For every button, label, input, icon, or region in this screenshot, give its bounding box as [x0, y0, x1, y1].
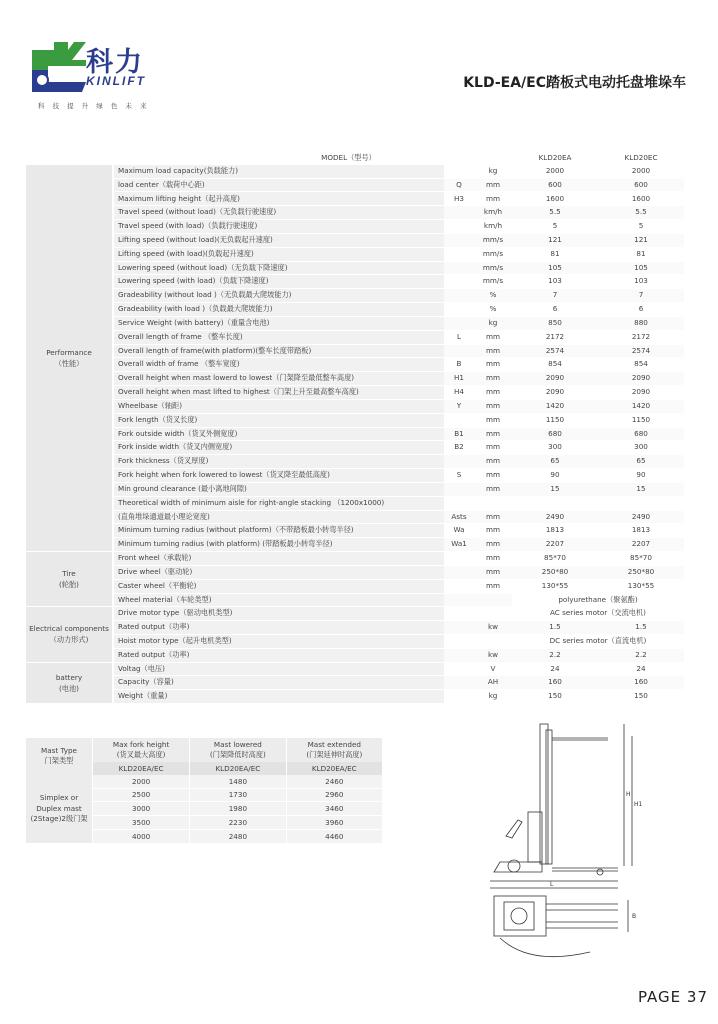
- spec-label: Gradeability (without load )（无负载最大爬坡能力): [113, 289, 444, 303]
- spec-row: [26, 316, 684, 330]
- spec-value-kld20ec: 5: [598, 220, 684, 234]
- spec-unit: [474, 607, 512, 621]
- mast-model: KLD20EA/EC: [93, 762, 190, 775]
- spec-value-kld20ea: 1420: [512, 399, 598, 413]
- mast-header: Max fork height (货叉最大高度): [93, 738, 190, 762]
- spec-value-kld20ec: 1600: [598, 192, 684, 206]
- spec-row: [26, 607, 684, 621]
- stacker-technical-drawing: [470, 716, 670, 966]
- spec-row: [26, 552, 684, 566]
- spec-value-kld20ea: 150: [512, 690, 598, 704]
- spec-symbol: [444, 565, 474, 579]
- spec-row: [26, 165, 684, 178]
- spec-unit: mm: [474, 330, 512, 344]
- spec-label: Hoist motor type（起升电机类型): [113, 634, 444, 648]
- spec-value-kld20ea: 2490: [512, 510, 598, 524]
- spec-symbol: [444, 634, 474, 648]
- spec-header-unit: [474, 152, 512, 165]
- spec-value-kld20ea: 90: [512, 469, 598, 483]
- spec-symbol: [444, 233, 474, 247]
- spec-value-kld20ea: 600: [512, 178, 598, 192]
- spec-value-kld20ea: 7: [512, 289, 598, 303]
- spec-row: [26, 441, 684, 455]
- drawing-label-l: L: [550, 881, 554, 888]
- spec-symbol: [444, 482, 474, 496]
- spec-header-sym: [444, 152, 474, 165]
- spec-row: [26, 413, 684, 427]
- spec-row: [26, 192, 684, 206]
- spec-value-kld20ea: 81: [512, 247, 598, 261]
- spec-symbol: B2: [444, 441, 474, 455]
- spec-symbol: [444, 344, 474, 358]
- spec-value-kld20ec: 2090: [598, 386, 684, 400]
- spec-value-kld20ec: 5.5: [598, 206, 684, 220]
- spec-label: Overall length of frame （整车长度): [113, 330, 444, 344]
- spec-label: Rated output（功率): [113, 621, 444, 635]
- spec-label: Lowering speed (without load)（无负载下降速度): [113, 261, 444, 275]
- spec-value-kld20ec: 130*55: [598, 579, 684, 593]
- spec-symbol: [444, 247, 474, 261]
- spec-symbol: [444, 455, 474, 469]
- spec-symbol: H1: [444, 372, 474, 386]
- spec-label: Minimum turning radius (without platform)（不带踏板最小转弯半径): [113, 524, 444, 538]
- spec-unit: mm: [474, 413, 512, 427]
- mast-category: Simplex or Duplex mast (2Stage)2级门架: [26, 775, 93, 843]
- spec-symbol: [444, 165, 474, 178]
- spec-category: Performance （性能）: [26, 165, 113, 552]
- spec-label: Lowering speed (with load)（负载下降速度): [113, 275, 444, 289]
- spec-row: [26, 469, 684, 483]
- spec-row: [26, 579, 684, 593]
- spec-value-kld20ec: 90: [598, 469, 684, 483]
- spec-symbol: Y: [444, 399, 474, 413]
- mast-value: 3960: [286, 816, 382, 830]
- spec-label: Rated output（功率): [113, 648, 444, 662]
- spec-symbol: [444, 621, 474, 635]
- spec-value-kld20ea: 680: [512, 427, 598, 441]
- spec-unit: mm: [474, 565, 512, 579]
- mast-header: Mast extended (门架延伸时高度): [286, 738, 382, 762]
- spec-row: [26, 496, 684, 510]
- spec-value-kld20ec: 15: [598, 482, 684, 496]
- spec-unit: mm: [474, 386, 512, 400]
- spec-value-kld20ea: 130*55: [512, 579, 598, 593]
- logo-brand-cn: 科力: [86, 47, 144, 78]
- mast-value: 4460: [286, 829, 382, 843]
- spec-row: [26, 510, 684, 524]
- spec-symbol: [444, 496, 474, 510]
- spec-unit: %: [474, 289, 512, 303]
- spec-value-kld20ea: 2207: [512, 538, 598, 552]
- spec-value-kld20ec: 105: [598, 261, 684, 275]
- mast-outline: [540, 724, 548, 864]
- spec-header-blank: [26, 152, 113, 165]
- spec-label: Voltag（电压): [113, 662, 444, 676]
- page-number: PAGE 37: [637, 988, 708, 1006]
- mast-value: 1980: [190, 802, 286, 816]
- spec-unit: mm: [474, 455, 512, 469]
- spec-value-kld20ec: 2172: [598, 330, 684, 344]
- spec-value-kld20ea: 15: [512, 482, 598, 496]
- spec-label: Lifting speed (without load)(无负载起升速度): [113, 233, 444, 247]
- spec-value-shared: DC series motor（直流电机): [512, 634, 684, 648]
- mast-value: 3500: [93, 816, 190, 830]
- spec-category: battery (电池): [26, 662, 113, 703]
- spec-value-kld20ec: 1150: [598, 413, 684, 427]
- spec-value-kld20ea: 24: [512, 662, 598, 676]
- spec-value-kld20ea: 1600: [512, 192, 598, 206]
- spec-symbol: [444, 552, 474, 566]
- spec-symbol: [444, 275, 474, 289]
- spec-row: [26, 676, 684, 690]
- spec-unit: mm: [474, 427, 512, 441]
- spec-label: Fork length（货叉长度): [113, 413, 444, 427]
- spec-value-kld20ec: 1.5: [598, 621, 684, 635]
- drawing-label-b: B: [632, 913, 637, 920]
- spec-label: Caster wheel（平衡轮): [113, 579, 444, 593]
- spec-value-kld20ec: 854: [598, 358, 684, 372]
- spec-value-kld20ec: 81: [598, 247, 684, 261]
- spec-unit: mm: [474, 538, 512, 552]
- mast-value: 2500: [93, 788, 190, 802]
- spec-unit: mm/s: [474, 247, 512, 261]
- spec-value-kld20ea: 160: [512, 676, 598, 690]
- spec-row: [26, 621, 684, 635]
- spec-row: [26, 565, 684, 579]
- mast-value: 2000: [93, 775, 190, 788]
- spec-value-kld20ec: [598, 496, 684, 510]
- spec-header-col1: KLD20EA: [538, 153, 572, 163]
- spec-value-kld20ea: 2000: [512, 165, 598, 178]
- spec-value-kld20ea: 854: [512, 358, 598, 372]
- spec-unit: V: [474, 662, 512, 676]
- spec-label: Overall height when mast lifted to highest（门架上升至最高整车高度): [113, 386, 444, 400]
- spec-category: Electrical components （动力形式): [26, 607, 113, 662]
- mast-value: 2480: [190, 829, 286, 843]
- spec-value-kld20ec: 680: [598, 427, 684, 441]
- mast-model: KLD20EA/EC: [286, 762, 382, 775]
- spec-value-kld20ea: 1.5: [512, 621, 598, 635]
- spec-value-shared: polyurethane（聚氨酯): [512, 593, 684, 607]
- spec-value-kld20ec: 1420: [598, 399, 684, 413]
- spec-value-kld20ea: [512, 496, 598, 510]
- spec-unit: [474, 496, 512, 510]
- spec-value-kld20ec: 2000: [598, 165, 684, 178]
- spec-value-kld20ec: 160: [598, 676, 684, 690]
- spec-unit: mm: [474, 524, 512, 538]
- spec-symbol: [444, 206, 474, 220]
- spec-label: Front wheel（承载轮): [113, 552, 444, 566]
- spec-unit: [474, 634, 512, 648]
- spec-unit: mm: [474, 552, 512, 566]
- spec-value-kld20ea: 2.2: [512, 648, 598, 662]
- spec-value-kld20ec: 7: [598, 289, 684, 303]
- spec-label: Drive wheel（驱动轮): [113, 565, 444, 579]
- drawing-label-h1: H1: [634, 801, 643, 808]
- spec-value-kld20ea: 300: [512, 441, 598, 455]
- spec-value-kld20ec: 85*70: [598, 552, 684, 566]
- spec-value-kld20ea: 6: [512, 303, 598, 317]
- spec-value-kld20ec: 2.2: [598, 648, 684, 662]
- spec-header-row: [26, 152, 684, 165]
- spec-value-kld20ea: 121: [512, 233, 598, 247]
- spec-label: Travel speed (with load)（负载行驶速度): [113, 220, 444, 234]
- spec-value-kld20ec: 600: [598, 178, 684, 192]
- spec-label: Minimum turning radius (with platform) (带踏板最小转弯半径): [113, 538, 444, 552]
- spec-symbol: Asts: [444, 510, 474, 524]
- spec-value-kld20ea: 2574: [512, 344, 598, 358]
- spec-unit: mm: [474, 358, 512, 372]
- spec-value-kld20ea: 2090: [512, 372, 598, 386]
- spec-value-kld20ec: 1813: [598, 524, 684, 538]
- mast-value: 1730: [190, 788, 286, 802]
- spec-symbol: [444, 316, 474, 330]
- spec-value-kld20ea: 105: [512, 261, 598, 275]
- spec-header-model: MODEL（型号）: [321, 153, 376, 163]
- spec-label: Lifting speed (with load)(负载起升速度): [113, 247, 444, 261]
- spec-value-kld20ec: 2490: [598, 510, 684, 524]
- spec-value-kld20ec: 150: [598, 690, 684, 704]
- spec-unit: mm: [474, 441, 512, 455]
- spec-symbol: [444, 579, 474, 593]
- spec-unit: [474, 593, 512, 607]
- mast-value: 3000: [93, 802, 190, 816]
- spec-unit: kg: [474, 165, 512, 178]
- spec-row: [26, 330, 684, 344]
- spec-unit: mm: [474, 510, 512, 524]
- spec-label: Service Weight (with battery)（重量含电池): [113, 316, 444, 330]
- spec-row: [26, 482, 684, 496]
- spec-row: [26, 648, 684, 662]
- spec-table: [26, 152, 684, 704]
- spec-row: [26, 593, 684, 607]
- spec-value-kld20ea: 85*70: [512, 552, 598, 566]
- mast-row: [26, 775, 383, 788]
- spec-table-body: [26, 152, 684, 704]
- spec-value-kld20ea: 250*80: [512, 565, 598, 579]
- mast-value: 3460: [286, 802, 382, 816]
- spec-value-kld20ec: 2207: [598, 538, 684, 552]
- spec-value-kld20ea: 5.5: [512, 206, 598, 220]
- spec-value-kld20ec: 103: [598, 275, 684, 289]
- spec-unit: mm: [474, 579, 512, 593]
- spec-symbol: [444, 261, 474, 275]
- spec-unit: kw: [474, 648, 512, 662]
- mast-header-row: [26, 738, 383, 762]
- spec-unit: mm: [474, 469, 512, 483]
- spec-unit: mm: [474, 192, 512, 206]
- spec-label: Overall length of frame(with platform)(整车长度带踏板): [113, 344, 444, 358]
- spec-label: Overall width of frame （整车宽度): [113, 358, 444, 372]
- spec-symbol: L: [444, 330, 474, 344]
- spec-unit: mm: [474, 372, 512, 386]
- spec-row: [26, 358, 684, 372]
- spec-label: Travel speed (without load)（无负载行驶速度): [113, 206, 444, 220]
- mast-value: 2960: [286, 788, 382, 802]
- spec-row: [26, 289, 684, 303]
- spec-value-kld20ec: 121: [598, 233, 684, 247]
- spec-symbol: [444, 220, 474, 234]
- spec-value-kld20ec: 65: [598, 455, 684, 469]
- spec-label: Min ground clearance (最小离地间隙): [113, 482, 444, 496]
- spec-label: Fork inside width（货叉内侧宽度): [113, 441, 444, 455]
- spec-symbol: Wa1: [444, 538, 474, 552]
- spec-symbol: [444, 413, 474, 427]
- spec-row: [26, 275, 684, 289]
- spec-label: Theoretical width of minimum aisle for right-angle stacking （1200x1000): [113, 496, 444, 510]
- spec-row: [26, 303, 684, 317]
- spec-unit: mm/s: [474, 261, 512, 275]
- spec-label: Wheel material（车轮类型): [113, 593, 444, 607]
- spec-unit: mm: [474, 178, 512, 192]
- spec-label: Fork outside width（货叉外侧宽度): [113, 427, 444, 441]
- spec-row: [26, 399, 684, 413]
- spec-unit: kg: [474, 316, 512, 330]
- spec-value-kld20ea: 103: [512, 275, 598, 289]
- spec-value-kld20ec: 6: [598, 303, 684, 317]
- mast-header: Mast lowered (门架降低时高度): [190, 738, 286, 762]
- spec-unit: mm/s: [474, 275, 512, 289]
- spec-row: [26, 634, 684, 648]
- mast-value: 4000: [93, 829, 190, 843]
- logo-tagline: 科 技 提 升 绿 色 未 来: [38, 102, 150, 110]
- spec-symbol: [444, 607, 474, 621]
- spec-row: [26, 662, 684, 676]
- spec-row: [26, 247, 684, 261]
- spec-symbol: B1: [444, 427, 474, 441]
- logo-brand-en: KINLIFT: [86, 74, 146, 88]
- spec-row: [26, 178, 684, 192]
- spec-row: [26, 524, 684, 538]
- spec-row: [26, 220, 684, 234]
- mast-table: [26, 738, 383, 844]
- spec-value-kld20ec: 2090: [598, 372, 684, 386]
- spec-unit: AH: [474, 676, 512, 690]
- spec-symbol: Q: [444, 178, 474, 192]
- spec-value-kld20ec: 250*80: [598, 565, 684, 579]
- spec-unit: mm: [474, 399, 512, 413]
- spec-unit: kw: [474, 621, 512, 635]
- spec-value-kld20ec: 300: [598, 441, 684, 455]
- spec-unit: mm/s: [474, 233, 512, 247]
- spec-value-shared: AC series motor（交流电机): [512, 607, 684, 621]
- spec-symbol: [444, 662, 474, 676]
- spec-unit: km/h: [474, 220, 512, 234]
- spec-symbol: [444, 303, 474, 317]
- spec-symbol: Wa: [444, 524, 474, 538]
- spec-row: [26, 538, 684, 552]
- spec-symbol: [444, 676, 474, 690]
- spec-label: load center（载荷中心距): [113, 178, 444, 192]
- spec-symbol: B: [444, 358, 474, 372]
- spec-header-col2: KLD20EC: [624, 153, 658, 163]
- spec-label: Weight（重量): [113, 690, 444, 704]
- drawing-label-h: H: [626, 791, 631, 798]
- document-title: KLD-EA/EC踏板式电动托盘堆垛车: [463, 75, 686, 91]
- spec-symbol: [444, 690, 474, 704]
- spec-label: Overall height when mast lowerd to lowest（门架降至最低整车高度): [113, 372, 444, 386]
- spec-row: [26, 690, 684, 704]
- spec-row: [26, 206, 684, 220]
- spec-label: Maximum lifting height（起升高度): [113, 192, 444, 206]
- spec-label: Wheelbase（轴距): [113, 399, 444, 413]
- mast-type-label: Mast Type 门架类型: [26, 738, 93, 775]
- spec-row: [26, 427, 684, 441]
- spec-unit: mm: [474, 344, 512, 358]
- mast-table-body: [26, 738, 383, 843]
- spec-value-kld20ec: 2574: [598, 344, 684, 358]
- mast-model: KLD20EA/EC: [190, 762, 286, 775]
- spec-value-kld20ea: 850: [512, 316, 598, 330]
- spec-unit: mm: [474, 482, 512, 496]
- spec-row: [26, 386, 684, 400]
- spec-unit: km/h: [474, 206, 512, 220]
- spec-symbol: [444, 648, 474, 662]
- spec-symbol: H4: [444, 386, 474, 400]
- spec-value-kld20ec: 24: [598, 662, 684, 676]
- spec-row: [26, 344, 684, 358]
- spec-row: [26, 233, 684, 247]
- spec-symbol: S: [444, 469, 474, 483]
- spec-symbol: H3: [444, 192, 474, 206]
- spec-row: [26, 455, 684, 469]
- spec-value-kld20ea: 65: [512, 455, 598, 469]
- spec-label: Drive motor type（驱动电机类型): [113, 607, 444, 621]
- mast-value: 2460: [286, 775, 382, 788]
- mast-value: 1480: [190, 775, 286, 788]
- spec-unit: %: [474, 303, 512, 317]
- spec-category: Tire (轮胎): [26, 552, 113, 607]
- spec-label: (直角堆垛通道最小理论宽度): [113, 510, 444, 524]
- spec-row: [26, 372, 684, 386]
- spec-label: Gradeability (with load )（负载最大爬坡能力): [113, 303, 444, 317]
- spec-label: Fork thickness（货叉厚度): [113, 455, 444, 469]
- spec-symbol: [444, 289, 474, 303]
- spec-value-kld20ea: 2090: [512, 386, 598, 400]
- spec-value-kld20ea: 5: [512, 220, 598, 234]
- spec-label: Maximum load capacity(负载能力): [113, 165, 444, 178]
- spec-symbol: [444, 593, 474, 607]
- mast-value: 2230: [190, 816, 286, 830]
- spec-label: Capacity（容量): [113, 676, 444, 690]
- spec-value-kld20ea: 2172: [512, 330, 598, 344]
- spec-row: [26, 261, 684, 275]
- spec-unit: kg: [474, 690, 512, 704]
- spec-value-kld20ea: 1813: [512, 524, 598, 538]
- spec-value-kld20ea: 1150: [512, 413, 598, 427]
- spec-label: Fork height when fork lowered to lowest（货叉降至最低高度): [113, 469, 444, 483]
- spec-value-kld20ec: 880: [598, 316, 684, 330]
